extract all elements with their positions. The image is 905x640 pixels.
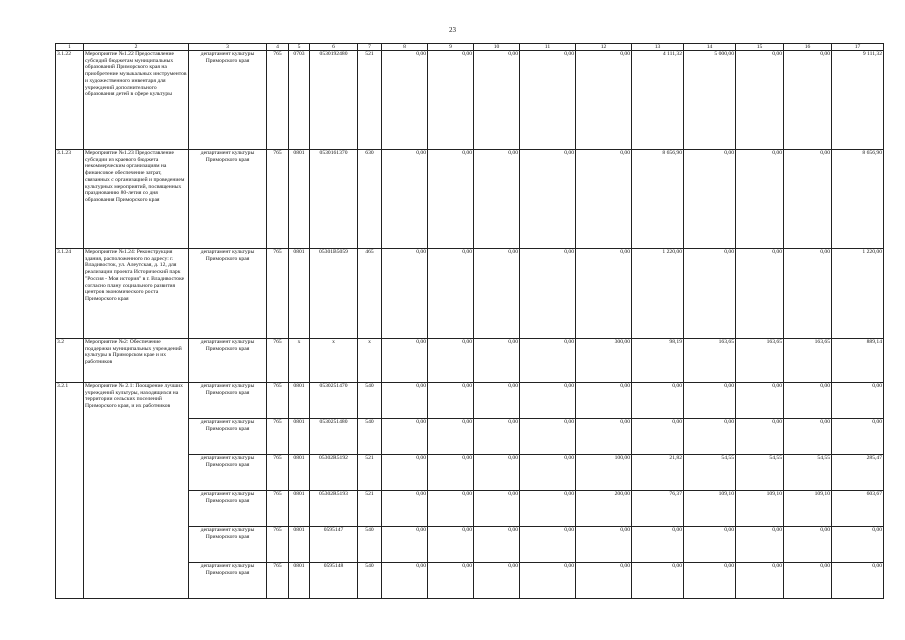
row-value-c10: 0,00 [474,455,520,491]
row-value-c12: 0,00 [576,419,632,455]
row-value-c5: x [289,339,310,383]
row-value-c16: 0,00 [784,249,832,339]
row-value-c12: 0,00 [576,150,632,249]
row-value-c12: 0,00 [576,249,632,339]
row-value-c5: 0801 [289,383,310,419]
row-value-c10: 0,00 [474,51,520,150]
row-department: департамент культуры Приморского края [189,455,267,491]
table-row [56,339,884,383]
row-value-c4: 765 [267,150,289,249]
row-value-c6: 0595148 [310,563,358,599]
row-value-c7: 540 [358,383,382,419]
row-value-c9: 0,00 [428,491,474,527]
table-row [56,150,884,249]
row-value-c16: 0,00 [784,51,832,150]
header-cell: 12 [576,44,632,51]
row-value-c13: 0,00 [632,563,684,599]
row-department: департамент культуры Приморского края [189,419,267,455]
row-value-c13: 0,00 [632,383,684,419]
header-cell: 13 [632,44,684,51]
row-value-c6: 0595147 [310,527,358,563]
row-value-c11: 0,00 [520,249,576,339]
row-value-c14: 0,00 [684,419,736,455]
row-value-c12: 100,00 [576,455,632,491]
row-value-c8: 0,00 [382,491,428,527]
row-value-c12: 200,00 [576,491,632,527]
row-department: департамент культуры Приморского края [189,339,267,383]
header-cell: 9 [428,44,474,51]
row-value-c4: 765 [267,249,289,339]
row-value-c7: 521 [358,51,382,150]
header-cell: 7 [358,44,382,51]
row-value-c13: 98,19 [632,339,684,383]
row-value-c7: 521 [358,491,382,527]
row-value-c5: 0801 [289,249,310,339]
row-value-c6: 05301В5059 [310,249,358,339]
header-cell: 14 [684,44,736,51]
row-department: департамент культуры Приморского края [189,383,267,419]
row-value-c17: 1 220,00 [832,249,884,339]
row-code: 3.1.22 [56,51,84,150]
page-number: 23 [449,26,456,34]
row-value-c17: 8 656,90 [832,150,884,249]
row-value-c14: 0,00 [684,527,736,563]
row-value-c11: 0,00 [520,383,576,419]
header-cell: 8 [382,44,428,51]
row-value-c15: 0,00 [736,150,784,249]
header-cell: 4 [267,44,289,51]
row-value-c13: 0,00 [632,419,684,455]
row-value-c17: 0,00 [832,563,884,599]
row-department: департамент культуры Приморского края [189,150,267,249]
row-value-c8: 0,00 [382,150,428,249]
row-value-c16: 0,00 [784,383,832,419]
row-name: Мероприятие №1.23 Предоставление субсидии из краевого бюджета некоммерческим организациям на финансовое обеспечение затрат, связанных с организацией и проведением культурных мероприятий, посвященных празднованию 80-летия со дня образования Приморского края [84,150,189,249]
row-value-c7: 540 [358,563,382,599]
row-value-c15: 0,00 [736,383,784,419]
row-value-c5: 0801 [289,419,310,455]
row-value-c9: 0,00 [428,249,474,339]
row-value-c12: 0,00 [576,563,632,599]
row-value-c5: 0801 [289,455,310,491]
header-row [56,44,884,51]
row-value-c11: 0,00 [520,339,576,383]
row-value-c6: 0530161370 [310,150,358,249]
row-value-c4: 765 [267,383,289,419]
row-value-c16: 109,10 [784,491,832,527]
row-value-c7: 521 [358,455,382,491]
row-value-c9: 0,00 [428,455,474,491]
row-value-c17: 603,67 [832,491,884,527]
row-department: департамент культуры Приморского края [189,249,267,339]
row-name: Мероприятие №1.22 Предоставление субсидий бюджетам муниципальных образований Приморского края на приобретение музыкальных инструментов и художественного инвентаря для учреждений дополнительного образования детей в сфере культуры [84,51,189,150]
row-value-c16: 0,00 [784,419,832,455]
header-cell: 2 [84,44,189,51]
header-cell: 6 [310,44,358,51]
row-department: департамент культуры Приморского края [189,51,267,150]
row-value-c4: 765 [267,339,289,383]
row-value-c14: 0,00 [684,249,736,339]
row-value-c16: 0,00 [784,150,832,249]
header-cell: 16 [784,44,832,51]
table-row [56,249,884,339]
row-value-c9: 0,00 [428,150,474,249]
row-value-c9: 0,00 [428,527,474,563]
row-value-c16: 163,65 [784,339,832,383]
row-value-c9: 0,00 [428,383,474,419]
row-value-c14: 54,55 [684,455,736,491]
row-value-c9: 0,00 [428,563,474,599]
row-value-c11: 0,00 [520,491,576,527]
row-value-c17: 9 111,32 [832,51,884,150]
row-department: департамент культуры Приморского края [189,491,267,527]
row-value-c10: 0,00 [474,150,520,249]
table-row [56,51,884,150]
header-cell: 3 [189,44,267,51]
row-value-c7: 540 [358,527,382,563]
row-value-c10: 0,00 [474,491,520,527]
row-value-c9: 0,00 [428,51,474,150]
header-cell: 10 [474,44,520,51]
row-value-c15: 163,65 [736,339,784,383]
header-cell: 17 [832,44,884,51]
row-value-c4: 765 [267,51,289,150]
row-value-c13: 76,37 [632,491,684,527]
group-name: Мероприятие № 2.1: Поощрение лучших учреждений культуры, находящихся на территории сельских поселений Приморского края, и их работников [84,383,189,599]
row-code: 3.1.24 [56,249,84,339]
row-value-c17: 0,00 [832,419,884,455]
row-value-c4: 765 [267,527,289,563]
row-value-c11: 0,00 [520,455,576,491]
row-value-c13: 1 220,00 [632,249,684,339]
row-value-c10: 0,00 [474,383,520,419]
row-value-c13: 8 656,90 [632,150,684,249]
row-value-c12: 0,00 [576,383,632,419]
row-value-c14: 109,10 [684,491,736,527]
row-value-c14: 0,00 [684,563,736,599]
row-value-c14: 0,00 [684,383,736,419]
row-value-c6: 05302R5193 [310,491,358,527]
row-value-c14: 5 000,00 [684,51,736,150]
row-value-c15: 109,10 [736,491,784,527]
row-value-c10: 0,00 [474,563,520,599]
row-value-c15: 0,00 [736,527,784,563]
row-value-c11: 0,00 [520,51,576,150]
row-value-c8: 0,00 [382,455,428,491]
row-value-c13: 21,82 [632,455,684,491]
row-value-c16: 54,55 [784,455,832,491]
row-name: Мероприятие №2: Обеспечение поддержки муниципальных учреждений культуры в Приморском крае и их работников [84,339,189,383]
row-value-c5: 0801 [289,563,310,599]
row-value-c7: 630 [358,150,382,249]
table-row [56,383,884,419]
row-value-c17: 0,00 [832,383,884,419]
table-header [56,44,884,51]
row-value-c15: 0,00 [736,249,784,339]
row-value-c11: 0,00 [520,150,576,249]
budget-table [55,43,884,599]
row-value-c12: 0,00 [576,51,632,150]
row-value-c6: 0530251480 [310,419,358,455]
row-value-c14: 0,00 [684,150,736,249]
row-value-c10: 0,00 [474,527,520,563]
row-value-c17: 889,14 [832,339,884,383]
row-value-c8: 0,00 [382,339,428,383]
row-value-c11: 0,00 [520,527,576,563]
row-value-c5: 0801 [289,150,310,249]
row-value-c10: 0,00 [474,419,520,455]
row-value-c13: 0,00 [632,527,684,563]
header-cell: 5 [289,44,310,51]
row-value-c4: 765 [267,419,289,455]
row-value-c8: 0,00 [382,249,428,339]
row-value-c9: 0,00 [428,419,474,455]
row-value-c10: 0,00 [474,339,520,383]
row-value-c4: 765 [267,491,289,527]
row-name: Мероприятие №1.24: Реконструкция здания, расположенного по адресу: г. Владивосток, ул. Алеутская, д. 12, для реализации проекта Исторический парк "Россия - Моя история" в г. Владивостоке согласно плану социального развития центров экономического роста Приморского края [84,249,189,339]
row-value-c17: 0,00 [832,527,884,563]
group-code: 3.2.1 [56,383,84,599]
row-value-c6: x [310,339,358,383]
row-value-c13: 4 111,32 [632,51,684,150]
row-value-c8: 0,00 [382,383,428,419]
row-value-c12: 300,00 [576,339,632,383]
header-cell: 1 [56,44,84,51]
row-value-c12: 0,00 [576,527,632,563]
row-value-c17: 285,47 [832,455,884,491]
row-value-c5: 0703 [289,51,310,150]
row-value-c11: 0,00 [520,563,576,599]
row-value-c10: 0,00 [474,249,520,339]
table-body [56,51,884,599]
row-value-c15: 0,00 [736,51,784,150]
row-value-c4: 765 [267,455,289,491]
row-value-c7: 540 [358,419,382,455]
row-value-c7: 465 [358,249,382,339]
row-value-c9: 0,00 [428,339,474,383]
row-value-c6: 0530192480 [310,51,358,150]
row-department: департамент культуры Приморского края [189,563,267,599]
row-value-c16: 0,00 [784,563,832,599]
row-value-c15: 0,00 [736,419,784,455]
header-cell: 11 [520,44,576,51]
row-value-c6: 05302R5192 [310,455,358,491]
row-value-c6: 0530251470 [310,383,358,419]
row-code: 3.1.23 [56,150,84,249]
row-value-c7: x [358,339,382,383]
row-value-c14: 163,65 [684,339,736,383]
row-value-c15: 54,55 [736,455,784,491]
row-code: 3.2 [56,339,84,383]
row-value-c4: 765 [267,563,289,599]
row-value-c5: 0801 [289,491,310,527]
row-value-c8: 0,00 [382,563,428,599]
row-value-c5: 0801 [289,527,310,563]
row-value-c8: 0,00 [382,419,428,455]
row-value-c8: 0,00 [382,527,428,563]
row-value-c11: 0,00 [520,419,576,455]
row-value-c16: 0,00 [784,527,832,563]
row-value-c15: 0,00 [736,563,784,599]
row-value-c8: 0,00 [382,51,428,150]
row-department: департамент культуры Приморского края [189,527,267,563]
header-cell: 15 [736,44,784,51]
